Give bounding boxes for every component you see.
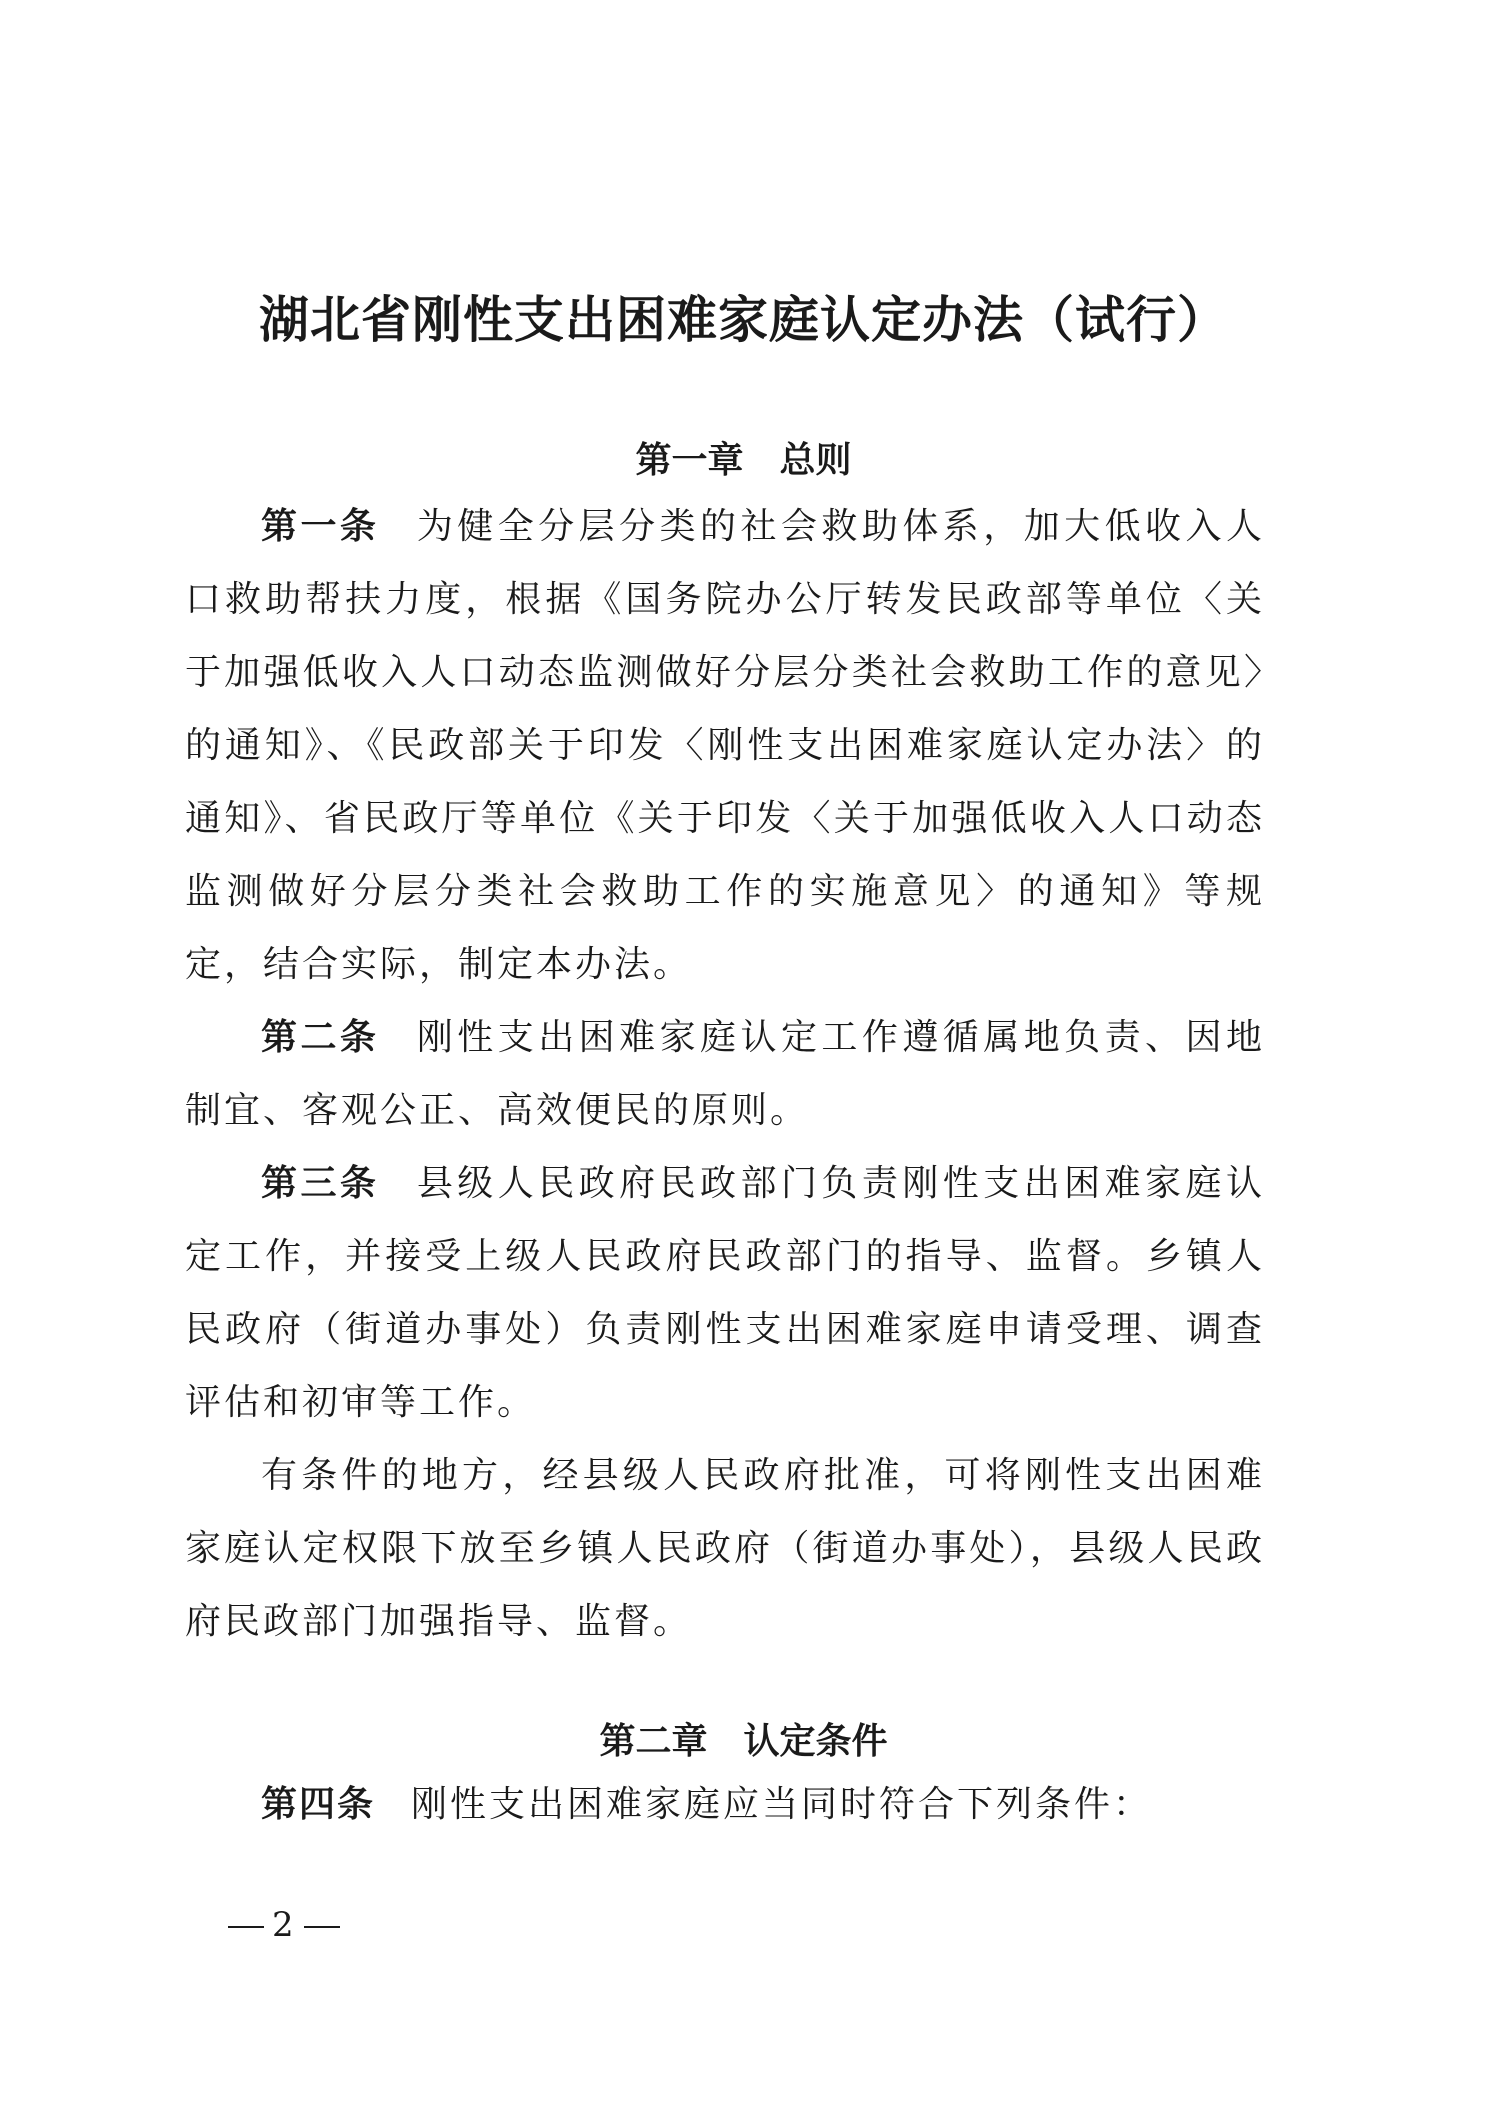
dash-left xyxy=(228,1926,264,1928)
chapter-1-body xyxy=(185,490,1265,1658)
article-text: 刚性支出困难家庭应当同时符合下列条件： xyxy=(411,1784,1153,1825)
article-paragraph xyxy=(185,490,1265,1001)
article-text: 县级人民政府民政部门负责刚性支出困难家庭认定工作，并接受上级人民政府民政部门的指导、监督。乡镇人民政府（街道办事处）负责刚性支出困难家庭申请受理、调查评估和初审等工作。 xyxy=(185,1163,1265,1423)
chapter-heading: 第一章 总则 xyxy=(635,440,852,481)
article-label: 第一条 xyxy=(261,506,380,547)
page-number xyxy=(220,1905,348,1945)
article-text: 刚性支出困难家庭认定工作遵循属地负责、因地制宜、客观公正、高效便民的原则。 xyxy=(185,1017,1265,1131)
article-paragraph xyxy=(185,1768,1265,1841)
article-text: 为健全分层分类的社会救助体系，加大低收入人口救助帮扶力度，根据《国务院办公厅转发民政部等单位〈关于加强低收入人口动态监测做好分层分类社会救助工作的意见〉的通知》、《民政部关于印发〈刚性支出困难家庭认定办法〉的通知》、省民政厅等单位《关于印发〈关于加强低收入人口动态监测做好分层分类社会救助工作的实施意见〉的通知》等规定，结合实际，制定本办法。 xyxy=(185,506,1265,985)
chapter-heading: 第二章 认定条件 xyxy=(599,1721,888,1762)
article-label: 第二条 xyxy=(261,1017,380,1058)
body-paragraph: 有条件的地方，经县级人民政府批准，可将刚性支出困难家庭认定权限下放至乡镇人民政府（街道办事处），县级人民政府民政部门加强指导、监督。 xyxy=(185,1455,1265,1642)
article-paragraph xyxy=(185,1147,1265,1439)
article-label: 第四条 xyxy=(261,1784,376,1825)
article-paragraph xyxy=(185,1001,1265,1147)
chapter-2-body xyxy=(185,1768,1265,1841)
article-label: 第三条 xyxy=(261,1163,380,1204)
document-title: 湖北省刚性支出困难家庭认定办法（试行） xyxy=(259,291,1228,349)
page-number-value: 2 xyxy=(272,1905,296,1945)
dash-right xyxy=(304,1926,340,1928)
